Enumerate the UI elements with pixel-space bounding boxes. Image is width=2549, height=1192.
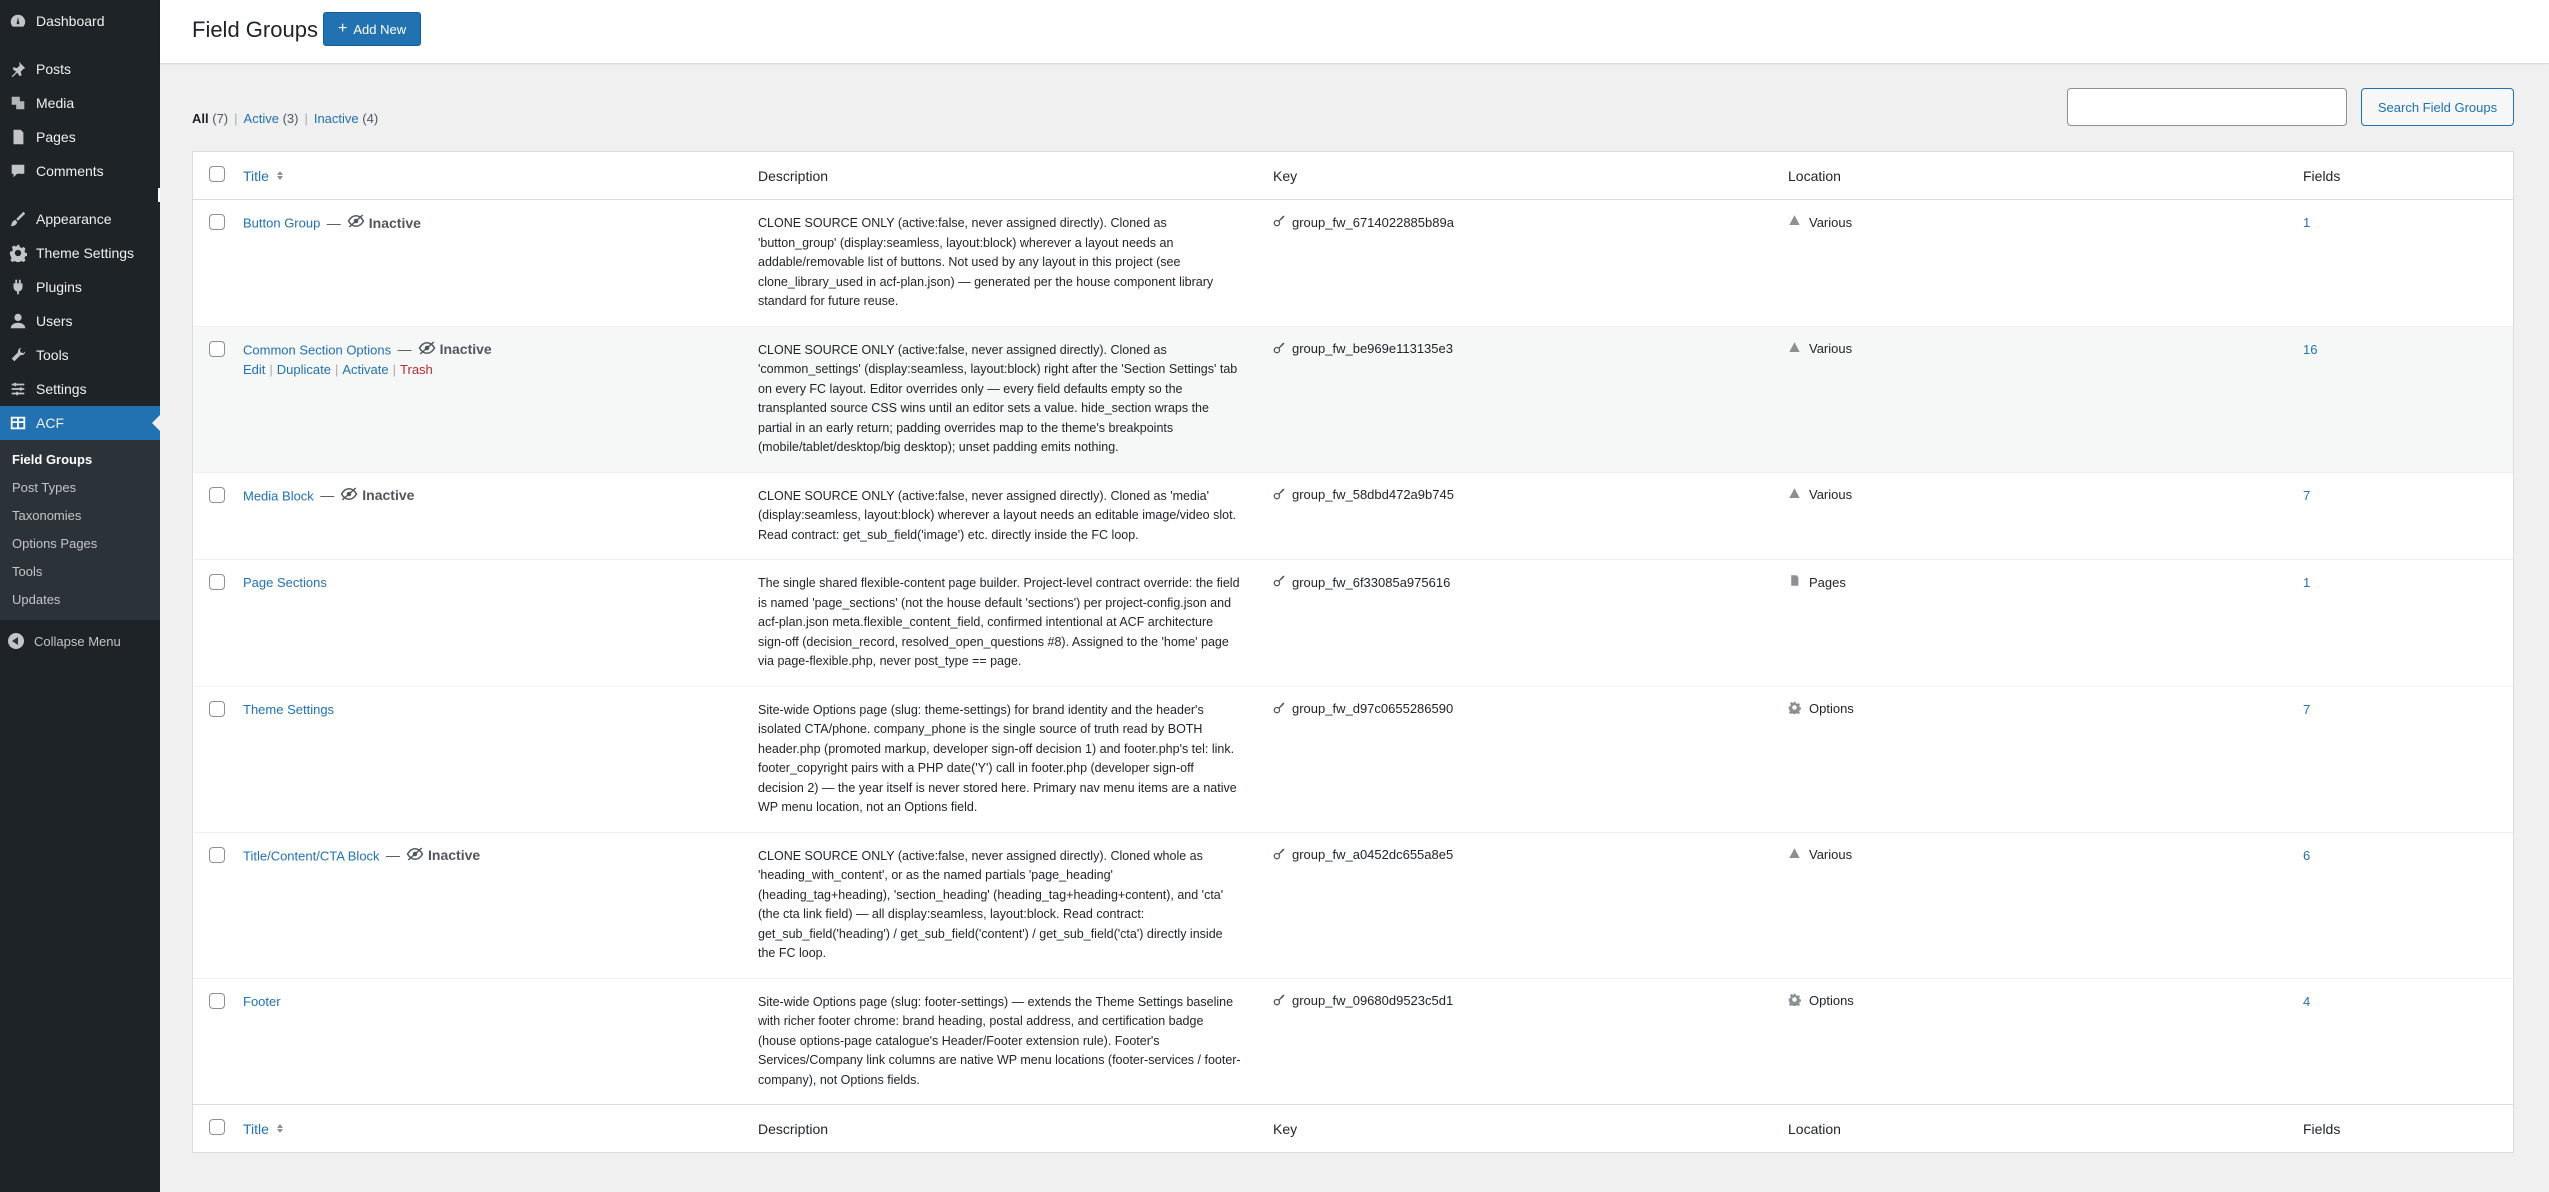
sort-icon — [277, 1124, 283, 1133]
sidebar-item-label: Posts — [36, 61, 72, 77]
filter-active[interactable] — [244, 111, 299, 126]
row-checkbox-cell — [193, 993, 243, 1014]
sidebar-item-label: Dashboard — [36, 13, 105, 29]
submenu-item-options-pages[interactable]: Options Pages — [12, 536, 98, 551]
sidebar-item-label: Users — [36, 313, 73, 329]
duplicate-link[interactable]: Duplicate — [276, 362, 331, 377]
add-new-label: Add New — [353, 21, 407, 37]
search-field-groups-button[interactable]: Search Field Groups — [2361, 88, 2514, 126]
table-header — [193, 152, 2513, 200]
key-icon — [1273, 341, 1286, 357]
comment-icon — [8, 161, 28, 181]
fields-count-link[interactable]: 4 — [2303, 993, 2311, 1009]
pages-icon — [1788, 574, 1801, 590]
sidebar-item-label: Theme Settings — [36, 245, 135, 261]
sidebar-item-label: Plugins — [36, 279, 82, 295]
location-value: Options — [1809, 993, 1854, 1008]
key-value: group_fw_58dbd472a9b745 — [1292, 487, 1454, 502]
key-cell — [1273, 487, 1788, 503]
column-location: Location — [1788, 167, 1841, 184]
location-value: Various — [1809, 847, 1853, 862]
location-value: Various — [1809, 487, 1853, 502]
table-row — [193, 978, 2513, 1105]
select-all-cell — [193, 1119, 243, 1138]
key-cell — [1273, 847, 1788, 863]
inactive-badge: — Inactive — [397, 341, 492, 357]
eye-off-icon — [340, 487, 358, 504]
field-group-title-link[interactable]: Media Block — [243, 488, 314, 503]
title-cell — [243, 487, 758, 506]
description-cell: CLONE SOURCE ONLY (active:false, never assigned directly). Cloned as 'common_settings' (display:seamless, layout:block) right after the 'Section Settings' tab on every FC layout. Editor overrides only — every field defaults empty so the transplanted source CSS wins until an editor sets a value. hide_section wraps the partial in an early return; padding overrides map to the theme's breakpoints (mobile/tablet/desktop/big desktop); unset padding emits nothing. — [758, 342, 1238, 454]
description-cell: CLONE SOURCE ONLY (active:false, never assigned directly). Cloned as 'button_group' (display:seamless, layout:block) wherever a layout needs an addable/removable list of buttons. Not used by any layout in this project (see clone_library_used in acf-plan.json) — generated per the house component library standard for future reuse. — [758, 216, 1214, 308]
inactive-badge: — Inactive — [386, 847, 481, 863]
wrench-icon — [8, 345, 28, 365]
filter-all-count: (7) — [212, 111, 229, 126]
fields-cell — [2303, 574, 2513, 592]
fields-cell — [2303, 487, 2513, 505]
fields-count-link[interactable]: 1 — [2303, 215, 2311, 230]
field-group-title-link[interactable]: Theme Settings — [243, 701, 335, 717]
pages-icon — [8, 127, 28, 147]
title-cell — [243, 993, 758, 1011]
status-filters — [192, 111, 378, 126]
inactive-badge: — Inactive — [320, 487, 415, 503]
key-icon — [1273, 993, 1286, 1009]
submenu-item-tools[interactable]: Tools — [12, 564, 43, 579]
acf-submenu — [0, 440, 160, 620]
column-location: Location — [1788, 1120, 1841, 1137]
table-row — [193, 326, 2513, 472]
key-value: group_fw_be969e113135e3 — [1292, 341, 1453, 356]
column-title[interactable] — [243, 168, 758, 184]
sidebar-item-comments[interactable] — [0, 154, 160, 188]
gear-icon — [1788, 701, 1801, 717]
row-checkbox[interactable] — [209, 214, 225, 230]
key-value: group_fw_a0452dc655a8e5 — [1292, 847, 1454, 862]
row-checkbox[interactable] — [209, 701, 225, 717]
brush-icon — [8, 209, 28, 229]
location-cell — [1788, 701, 2303, 717]
field-groups-table — [192, 151, 2514, 1153]
submenu-item-taxonomies[interactable]: Taxonomies — [12, 508, 82, 523]
field-group-title-link[interactable]: Common Section Options — [243, 342, 392, 357]
admin-sidebar — [0, 0, 160, 1192]
sidebar-item-label: ACF — [36, 415, 64, 431]
inactive-label: Inactive — [362, 487, 415, 503]
collapse-menu-button[interactable] — [0, 624, 160, 658]
add-new-button[interactable] — [323, 12, 421, 46]
column-key: Key — [1273, 167, 1298, 184]
search-input[interactable] — [2067, 88, 2347, 126]
description-cell: CLONE SOURCE ONLY (active:false, never assigned directly). Cloned whole as 'heading_with_content', or as the named partials 'page_heading' (heading_tag+heading), 'section_heading' (heading_tag+heading+content), and 'cta' (the cta link field) — all display:seamless, layout:block. Read contract: get_sub_field('heading') / get_sub_field('content') / get_sub_field('cta') directly inside the FC loop. — [758, 848, 1224, 960]
row-checkbox-cell — [193, 847, 243, 868]
fields-count-link[interactable]: 1 — [2303, 575, 2311, 590]
fields-count-link[interactable]: 16 — [2303, 341, 2318, 357]
table-row — [193, 686, 2513, 832]
fields-cell — [2303, 341, 2513, 359]
fields-count-link[interactable]: 7 — [2303, 701, 2311, 717]
filter-inactive[interactable] — [314, 111, 378, 126]
column-description: Description — [758, 167, 829, 184]
gear-icon — [8, 243, 28, 263]
sidebar-item-label: Comments — [36, 163, 104, 179]
eye-off-icon — [418, 341, 436, 358]
trash-link[interactable]: Trash — [400, 362, 433, 377]
settings-icon — [8, 379, 28, 399]
select-all-cell — [193, 166, 243, 185]
various-icon — [1788, 214, 1801, 230]
sidebar-item-theme-settings[interactable] — [0, 236, 160, 270]
key-cell — [1273, 701, 1788, 717]
select-all-checkbox[interactable] — [209, 1119, 225, 1135]
key-icon — [1273, 214, 1286, 230]
title-cell — [243, 341, 758, 378]
title-cell — [243, 701, 758, 719]
table-row — [193, 832, 2513, 978]
page-header — [160, 0, 2549, 64]
inactive-label: Inactive — [428, 847, 481, 863]
table-footer — [193, 1104, 2513, 1152]
column-fields: Fields — [2303, 167, 2341, 184]
row-actions: Edit | Duplicate | Activate | Trash — [243, 362, 433, 377]
plus-icon: + — [338, 20, 348, 37]
row-checkbox-cell — [193, 701, 243, 722]
collapse-menu-label: Collapse Menu — [34, 633, 121, 649]
gear-icon — [1788, 993, 1801, 1009]
sidebar-item-posts[interactable] — [0, 52, 160, 86]
key-cell — [1273, 214, 1788, 230]
sidebar-item-label: Pages — [36, 129, 76, 145]
sidebar-item-appearance[interactable] — [0, 202, 160, 236]
fields-count-link[interactable]: 6 — [2303, 847, 2311, 863]
key-cell — [1273, 574, 1788, 590]
sidebar-item-tools[interactable] — [0, 338, 160, 372]
dashboard-icon — [8, 11, 28, 31]
table-row — [193, 472, 2513, 560]
location-value: Various — [1809, 214, 1853, 230]
key-value: group_fw_6714022885b89a — [1292, 214, 1454, 230]
sidebar-item-settings[interactable] — [0, 372, 160, 406]
sidebar-item-label: Settings — [36, 381, 87, 397]
location-value: Various — [1809, 341, 1853, 356]
filter-all[interactable] — [192, 111, 228, 126]
sidebar-item-plugins[interactable] — [0, 270, 160, 304]
column-title[interactable] — [243, 1121, 758, 1137]
row-checkbox-cell — [193, 214, 243, 235]
location-cell — [1788, 847, 2303, 863]
pin-icon — [8, 59, 28, 79]
key-icon — [1273, 487, 1286, 503]
column-fields: Fields — [2303, 1120, 2341, 1137]
fields-cell — [2303, 847, 2513, 865]
activate-link[interactable]: Activate — [342, 362, 389, 377]
filter-separator: | — [304, 111, 308, 126]
collapse-icon — [8, 633, 24, 649]
location-value: Options — [1809, 701, 1854, 716]
key-value: group_fw_d97c0655286590 — [1292, 701, 1454, 716]
location-cell — [1788, 487, 2303, 503]
location-cell — [1788, 574, 2303, 590]
table-row — [193, 200, 2513, 326]
fields-cell — [2303, 993, 2513, 1011]
description-cell: CLONE SOURCE ONLY (active:false, never assigned directly). Cloned as 'media' (display:seamless, layout:block) wherever a layout needs an editable image/video slot. Read contract: get_sub_field('image') etc. directly inside the FC loop. — [758, 488, 1237, 542]
field-group-title-link[interactable]: Page Sections — [243, 575, 327, 590]
various-icon — [1788, 341, 1801, 357]
table-row — [193, 559, 2513, 686]
eye-off-icon — [406, 847, 424, 864]
key-icon — [1273, 847, 1286, 863]
user-icon — [8, 311, 28, 331]
key-cell — [1273, 993, 1788, 1009]
edit-link[interactable]: Edit — [243, 362, 266, 377]
sidebar-item-label: Media — [36, 95, 75, 111]
submenu-item-field-groups[interactable]: Field Groups — [12, 452, 93, 467]
key-icon — [1273, 574, 1286, 590]
description-cell: The single shared flexible-content page builder. Project-level contract override: the field is named 'page_sections' (not the house default 'sections') per project-config.json and acf-plan.json meta.flexible_content_field, confirmed intentional at ACF architecture sign-off (decision_record, resolved_open_questions #8). Assigned to the 'home' page via page-flexible.php, never post_type == page. — [758, 576, 1240, 668]
key-cell — [1273, 341, 1788, 357]
fields-count-link[interactable]: 7 — [2303, 487, 2311, 503]
eye-off-icon — [347, 214, 365, 231]
column-key: Key — [1273, 1120, 1298, 1137]
plug-icon — [8, 277, 28, 297]
key-value: group_fw_6f33085a975616 — [1292, 574, 1451, 590]
title-cell — [243, 574, 758, 592]
various-icon — [1788, 487, 1801, 503]
sidebar-item-acf[interactable] — [0, 406, 160, 440]
location-value: Pages — [1809, 574, 1846, 590]
submenu-item-updates[interactable]: Updates — [12, 592, 61, 607]
media-icon — [8, 93, 28, 113]
sidebar-item-pages[interactable] — [0, 120, 160, 154]
sidebar-item-media[interactable] — [0, 86, 160, 120]
menu-separator — [0, 188, 160, 202]
select-all-checkbox[interactable] — [209, 166, 225, 182]
column-title-label: Title — [243, 167, 269, 184]
location-cell — [1788, 993, 2303, 1009]
inactive-label: Inactive — [368, 214, 421, 231]
row-checkbox[interactable] — [209, 993, 225, 1009]
sort-icon — [277, 171, 283, 180]
inactive-label: Inactive — [439, 341, 492, 357]
filter-active-count: (3) — [282, 111, 299, 126]
sidebar-item-label: Tools — [36, 347, 69, 363]
filter-active-label: Active — [243, 111, 279, 126]
field-group-title-link[interactable]: Button Group — [243, 215, 321, 231]
row-checkbox[interactable] — [209, 487, 225, 503]
row-checkbox[interactable] — [209, 574, 225, 590]
various-icon — [1788, 847, 1801, 863]
description-cell: Site-wide Options page (slug: theme-settings) for brand identity and the header's isolated CTA/phone. company_phone is the single source of truth read by BOTH header.php (promoted markup, developer sign-off decision 1) and footer.php's tel: link. footer_copyright pairs with a PHP date('Y') call in footer.php (developer sign-off decision 2) — the year itself is never stored here. Primary nav menu items are a native WP menu location, not an Options field. — [758, 702, 1237, 814]
menu-separator — [0, 38, 160, 52]
sidebar-item-users[interactable] — [0, 304, 160, 338]
key-value: group_fw_09680d9523c5d1 — [1292, 993, 1454, 1008]
page-title: Field Groups — [192, 17, 318, 42]
row-checkbox[interactable] — [209, 341, 225, 357]
fields-cell — [2303, 214, 2513, 232]
filter-inactive-label: Inactive — [313, 111, 359, 126]
table-body — [193, 200, 2513, 1104]
fields-cell — [2303, 701, 2513, 719]
field-group-title-link[interactable]: Title/Content/CTA Block — [243, 848, 380, 863]
submenu-item-post-types[interactable]: Post Types — [12, 480, 77, 495]
row-checkbox-cell — [193, 341, 243, 362]
title-cell — [243, 214, 758, 233]
location-cell — [1788, 341, 2303, 357]
filter-inactive-count: (4) — [362, 111, 379, 126]
column-description: Description — [758, 1120, 829, 1137]
description-cell: Site-wide Options page (slug: footer-settings) — extends the Theme Settings baseline with richer footer chrome: brand heading, postal address, and certification badge (house options-page catalogue's Header/Footer extension rule). Footer's Services/Company link columns are native WP menu locations (footer-services / footer-company), not Options fields. — [758, 994, 1241, 1087]
inactive-badge: — Inactive — [326, 214, 421, 231]
row-checkbox-cell — [193, 574, 243, 595]
column-title-label: Title — [243, 1120, 269, 1137]
key-icon — [1273, 701, 1286, 717]
row-checkbox[interactable] — [209, 847, 225, 863]
sidebar-item-label: Appearance — [36, 211, 112, 227]
field-group-title-link[interactable]: Footer — [243, 993, 281, 1009]
location-cell — [1788, 214, 2303, 230]
title-cell — [243, 847, 758, 866]
row-checkbox-cell — [193, 487, 243, 508]
acf-icon — [8, 413, 28, 433]
sidebar-item-dashboard[interactable] — [0, 4, 160, 38]
filter-all-label: All — [192, 111, 209, 126]
filter-separator: | — [234, 111, 238, 126]
